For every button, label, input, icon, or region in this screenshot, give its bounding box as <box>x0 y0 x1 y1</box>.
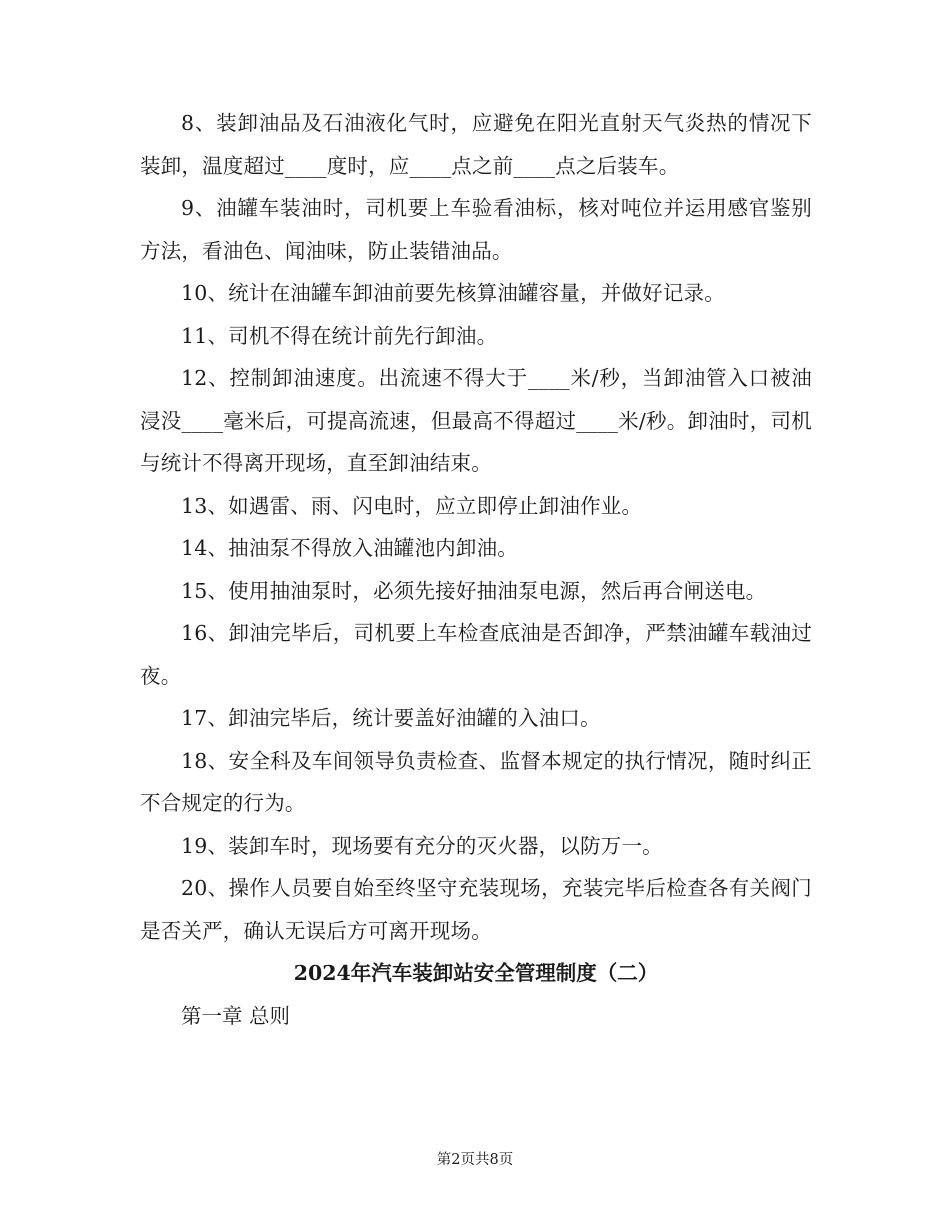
paragraph-item-15: 15、使用抽油泵时，必须先接好抽油泵电源，然后再合闸送电。 <box>181 578 767 603</box>
page-number-footer: 第2页共8页 <box>436 1152 514 1168</box>
paragraph-item-9: 9、油罐车装油时，司机要上车验看油标，核对吨位并运用感官鉴别方法，看油色、闻油味，防止装错油品。 <box>140 196 812 263</box>
paragraph-item-12: 12、控制卸油速度。出流速不得大于____米/秒，当卸油管入口被油浸没____毫米后，可提高流速，但最高不得超过____米/秒。卸油时，司机与统计不得离开现场，直至卸油结束。 <box>140 366 812 475</box>
paragraph-item-16: 16、卸油完毕后，司机要上车检查底油是否卸净，严禁油罐车载油过夜。 <box>140 621 812 688</box>
paragraph-item-14: 14、抽油泵不得放入油罐池内卸油。 <box>181 536 518 560</box>
paragraph-item-19: 19、装卸车时，现场要有充分的灭火器，以防万一。 <box>181 833 663 858</box>
chapter-heading: 第一章 总则 <box>181 1003 291 1028</box>
paragraph-item-18: 18、安全科及车间领导负责检查、监督本规定的执行情况，随时纠正不合规定的行为。 <box>140 748 812 815</box>
paragraph-item-13: 13、如遇雷、雨、闪电时，应立即停止卸油作业。 <box>181 493 643 518</box>
paragraph-item-8: 8、装卸油品及石油液化气时，应避免在阳光直射天气炎热的情况下装卸，温度超过____度时，应____点之前____点之后装车。 <box>140 111 812 178</box>
paragraph-item-10: 10、统计在油罐车卸油前要先核算油罐容量，并做好记录。 <box>181 281 725 305</box>
document-title: 2024年汽车装卸站安全管理制度（二） <box>293 961 659 985</box>
document-body <box>140 102 812 1037</box>
paragraph-item-17: 17、卸油完毕后，统计要盖好油罐的入油口。 <box>181 706 601 730</box>
paragraph-item-20: 20、操作人员要自始至终坚守充装现场，充装完毕后检查各有关阀门是否关严，确认无误后方可离开现场。 <box>140 876 812 943</box>
paragraph-item-11: 11、司机不得在统计前先行卸油。 <box>181 323 498 348</box>
